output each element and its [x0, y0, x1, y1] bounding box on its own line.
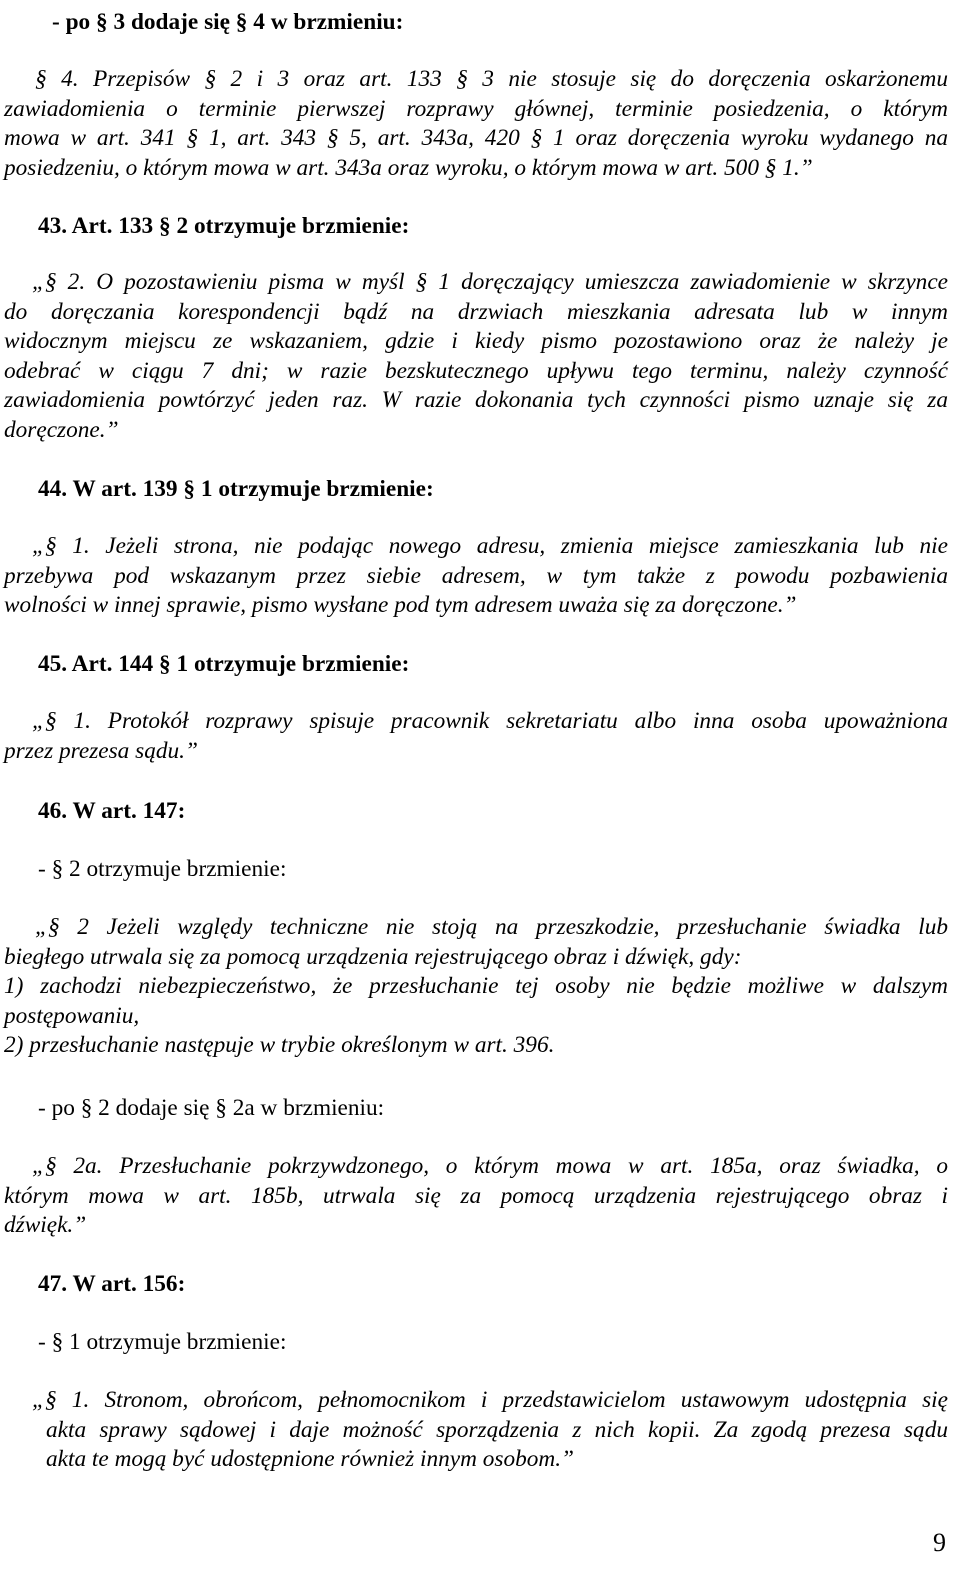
text-line: § 4. Przepisów § 2 i 3 oraz art. 133 § 3 nie stosuje się do doręczenia oskarżonemu — [35, 66, 948, 92]
text-line: zawiadomienia powtórzyć jeden raz. W razie dokonania tych czynności pismo uznaje się za — [4, 387, 948, 413]
heading-46: 46. W art. 147: — [38, 798, 186, 824]
paragraph-s4 — [4, 65, 948, 183]
text-line: 1) zachodzi niebezpieczeństwo, że przesłuchanie tej osoby nie będzie możliwe w dalszym — [4, 973, 948, 999]
text-line: przebywa pod wskazanym przez siebie adresem, w tym także z powodu pozbawienia — [4, 562, 948, 589]
text-line: postępowaniu, — [4, 1002, 140, 1029]
text-line: akta te mogą być udostępnione również innym osobom.” — [46, 1446, 575, 1472]
text-line: zawiadomienia o terminie pierwszej rozprawy głównej, terminie posiedzenia, o którym — [4, 95, 948, 122]
text-line: 2) przesłuchanie następuje w trybie określonym w art. 396. — [4, 1032, 555, 1058]
text-line: dźwięk.” — [4, 1212, 87, 1238]
heading-47: 47. W art. 156: — [38, 1271, 186, 1297]
paragraph-45 — [4, 707, 948, 766]
heading-45: 45. Art. 144 § 1 otrzymuje brzmienie: — [38, 651, 410, 677]
heading-44: 44. W art. 139 § 1 otrzymuje brzmienie: — [38, 476, 434, 502]
text-line: „§ 2a. Przesłuchanie pokrzywdzonego, o którym mowa w art. 185a, oraz świadka, o — [32, 1153, 948, 1179]
text-line: „§ 2. O pozostawieniu pisma w myśl § 1 doręczający umieszcza zawiadomienie w skrzynce — [32, 269, 948, 295]
text-line: „§ 2 Jeżeli względy techniczne nie stoją na przeszkodzie, przesłuchanie świadka lub — [35, 914, 948, 940]
amendment-intro-s2: - § 2 otrzymuje brzmienie: — [38, 856, 287, 882]
page-number: 9 — [933, 1528, 946, 1557]
amendment-intro-s1: - § 1 otrzymuje brzmienie: — [38, 1329, 287, 1355]
paragraph-46-s2a — [4, 1152, 948, 1241]
text-line: odebrać w ciągu 7 dni; w razie bezskutecznego upływu tego terminu, należy czynność — [4, 357, 948, 384]
text-line: doręczone.” — [4, 416, 119, 443]
text-line: „§ 1. Stronom, obrońcom, pełnomocnikom i przedstawicielom ustawowym udostępnia się — [32, 1387, 948, 1413]
text-line: akta sprawy sądowej i daje możność sporządzenia z nich kopii. Za zgodą prezesa sądu — [46, 1416, 948, 1443]
heading-43: 43. Art. 133 § 2 otrzymuje brzmienie: — [38, 213, 410, 239]
amendment-intro-s2a: - po § 2 dodaje się § 2a w brzmieniu: — [38, 1095, 385, 1121]
text-line: biegłego utrwala się za pomocą urządzenia rejestrującego obraz i dźwięk, gdy: — [4, 943, 742, 970]
text-line: przez prezesa sądu.” — [4, 737, 198, 764]
paragraph-43 — [4, 268, 948, 445]
text-line: mowa w art. 341 § 1, art. 343 § 5, art. 343a, 420 § 1 oraz doręczenia wyroku wydanego na — [4, 125, 948, 151]
text-line: którym mowa w art. 185b, utrwala się za pomocą urządzenia rejestrującego obraz i — [4, 1182, 948, 1209]
paragraph-46-s2 — [4, 913, 948, 1061]
amendment-intro-s4: - po § 3 dodaje się § 4 w brzmieniu: — [52, 9, 404, 35]
text-line: widocznym miejscu ze wskazaniem, gdzie i kiedy pismo pozostawiono oraz że należy je — [4, 328, 948, 354]
text-line: „§ 1. Protokół rozprawy spisuje pracownik sekretariatu albo inna osoba upoważniona — [32, 708, 948, 734]
paragraph-47-s1 — [32, 1386, 948, 1475]
text-line: wolności w innej sprawie, pismo wysłane pod tym adresem uważa się za doręczone.” — [4, 592, 797, 618]
paragraph-44 — [4, 532, 948, 621]
text-line: „§ 1. Jeżeli strona, nie podając nowego adresu, zmienia miejsce zamieszkania lub nie — [32, 533, 948, 559]
text-line: do doręczania korespondencji bądź na drzwiach mieszkania adresata lub w innym — [4, 298, 948, 325]
text-line: posiedzeniu, o którym mowa w art. 343a oraz wyroku, o którym mowa w art. 500 § 1.” — [4, 154, 813, 181]
